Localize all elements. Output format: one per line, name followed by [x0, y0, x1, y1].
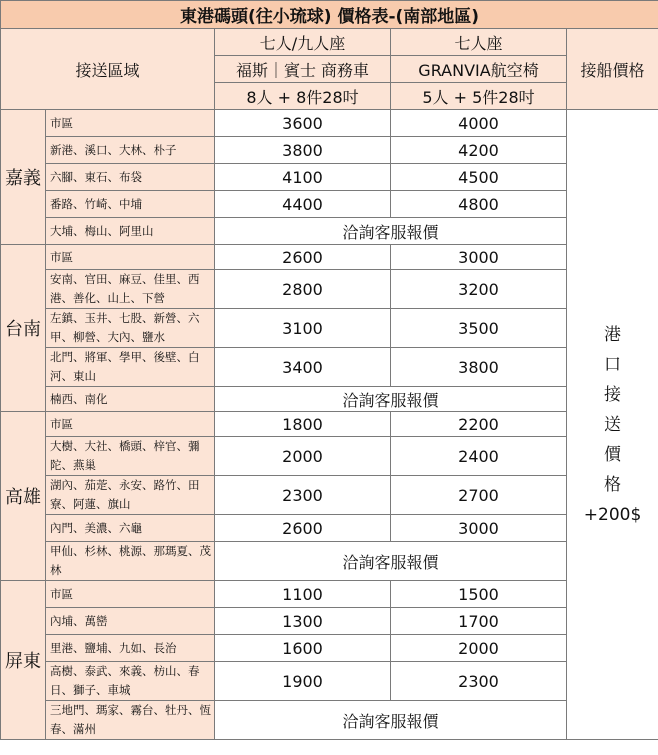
price-cell-1: 1300 [215, 608, 391, 635]
price-cell-2: 3000 [391, 515, 567, 542]
zone-header: 接送區域 [1, 29, 215, 110]
table-row [1, 387, 658, 412]
price-cell-1: 1800 [215, 412, 391, 437]
area-cell: 甲仙、杉林、桃源、那瑪夏、茂林 [46, 542, 215, 581]
area-cell: 新港、溪口、大林、朴子 [46, 137, 215, 164]
price-cell-1: 2000 [215, 437, 391, 476]
price-cell-2: 1500 [391, 581, 567, 608]
port-note-char: 港 [604, 324, 622, 345]
table-row [1, 542, 658, 581]
port-transfer-note [567, 110, 658, 740]
area-cell: 番路、竹崎、中埔 [46, 191, 215, 218]
table-row [1, 476, 658, 515]
price-cell-2: 4200 [391, 137, 567, 164]
table-row [1, 701, 658, 740]
price-cell-1: 2800 [215, 270, 391, 309]
port-note-char: 接 [604, 384, 622, 405]
region-label: 屏東 [1, 581, 46, 740]
header-row-seats [1, 29, 658, 56]
area-cell: 里港、鹽埔、九如、長治 [46, 635, 215, 662]
table-row [1, 635, 658, 662]
price-cell-2: 4000 [391, 110, 567, 137]
quote-note: 洽詢客服報價 [215, 218, 567, 245]
area-cell: 市區 [46, 245, 215, 270]
boat-price-header: 接船價格 [567, 29, 658, 110]
quote-note: 洽詢客服報價 [215, 701, 567, 740]
area-cell: 六腳、東石、布袋 [46, 164, 215, 191]
price-cell-2: 4500 [391, 164, 567, 191]
price-cell-1: 2300 [215, 476, 391, 515]
price-cell-1: 3600 [215, 110, 391, 137]
table-row [1, 309, 658, 348]
price-cell-1: 3100 [215, 309, 391, 348]
area-cell: 內埔、萬巒 [46, 608, 215, 635]
table-row [1, 608, 658, 635]
area-cell: 高樹、泰武、來義、枋山、春日、獅子、車城 [46, 662, 215, 701]
table-row [1, 437, 658, 476]
price-cell-2: 4800 [391, 191, 567, 218]
table-row [1, 581, 658, 608]
capacity-header-2: 5人 + 5件28吋 [391, 83, 567, 110]
port-note-char: 口 [604, 354, 622, 375]
table-row [1, 245, 658, 270]
area-cell: 左鎮、玉井、七股、新營、六甲、柳營、大內、鹽水 [46, 309, 215, 348]
price-cell-1: 4400 [215, 191, 391, 218]
area-cell: 北門、將軍、學甲、後壁、白河、東山 [46, 348, 215, 387]
area-cell: 大樹、大社、橋頭、梓官、彌陀、燕巢 [46, 437, 215, 476]
title-row [1, 1, 658, 29]
area-cell: 湖內、茄萣、永安、路竹、田寮、阿蓮、旗山 [46, 476, 215, 515]
price-cell-2: 3000 [391, 245, 567, 270]
model-header-1: 福斯｜賓士 商務車 [215, 56, 391, 83]
price-cell-2: 2300 [391, 662, 567, 701]
price-cell-2: 2400 [391, 437, 567, 476]
area-cell: 大埔、梅山、阿里山 [46, 218, 215, 245]
quote-note: 洽詢客服報價 [215, 542, 567, 581]
table-row [1, 662, 658, 701]
price-cell-1: 4100 [215, 164, 391, 191]
area-cell: 三地門、瑪家、霧台、牡丹、恆春、滿州 [46, 701, 215, 740]
port-note-char: 格 [604, 474, 622, 495]
model-header-2: GRANVIA航空椅 [391, 56, 567, 83]
price-cell-1: 2600 [215, 245, 391, 270]
area-cell: 楠西、南化 [46, 387, 215, 412]
area-cell: 安南、官田、麻豆、佳里、西港、善化、山上、下營 [46, 270, 215, 309]
port-note-char: 送 [604, 414, 622, 435]
price-cell-2: 1700 [391, 608, 567, 635]
area-cell: 市區 [46, 110, 215, 137]
table-row [1, 348, 658, 387]
table-row [1, 218, 658, 245]
table-row [1, 191, 658, 218]
table-row [1, 515, 658, 542]
price-cell-1: 3400 [215, 348, 391, 387]
price-cell-2: 2000 [391, 635, 567, 662]
table-row [1, 164, 658, 191]
price-cell-1: 1900 [215, 662, 391, 701]
price-cell-1: 1600 [215, 635, 391, 662]
price-cell-2: 3500 [391, 309, 567, 348]
price-cell-1: 1100 [215, 581, 391, 608]
region-label: 高雄 [1, 412, 46, 581]
seat-header-2: 七人座 [391, 29, 567, 56]
price-cell-2: 2700 [391, 476, 567, 515]
region-label: 嘉義 [1, 110, 46, 245]
price-cell-2: 3800 [391, 348, 567, 387]
port-note-price: +200$ [583, 504, 642, 525]
region-label: 台南 [1, 245, 46, 412]
price-cell-2: 3200 [391, 270, 567, 309]
area-cell: 市區 [46, 581, 215, 608]
capacity-header-1: 8人 + 8件28吋 [215, 83, 391, 110]
table-row [1, 110, 658, 137]
price-cell-1: 3800 [215, 137, 391, 164]
quote-note: 洽詢客服報價 [215, 387, 567, 412]
table-row [1, 137, 658, 164]
area-cell: 市區 [46, 412, 215, 437]
price-cell-1: 2600 [215, 515, 391, 542]
price-cell-2: 2200 [391, 412, 567, 437]
area-cell: 內門、美濃、六龜 [46, 515, 215, 542]
table-row [1, 270, 658, 309]
port-note-char: 價 [604, 444, 622, 465]
seat-header-1: 七人/九人座 [215, 29, 391, 56]
table-row [1, 412, 658, 437]
page-title: 東港碼頭(往小琉球) 價格表-(南部地區) [1, 1, 658, 29]
